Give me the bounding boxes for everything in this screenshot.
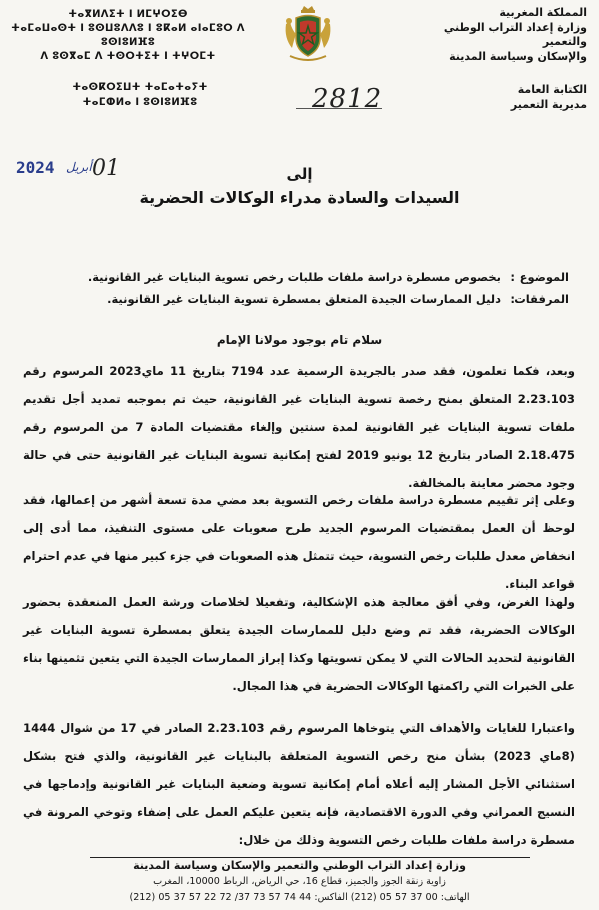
date-stamp-year: 2024 bbox=[16, 158, 55, 177]
ministry-line-2: والإسكان وسياسة المدينة bbox=[449, 49, 587, 63]
reference-number: 2812 bbox=[312, 84, 383, 114]
reference-underline bbox=[296, 108, 382, 109]
ministry-header-tifinagh bbox=[8, 8, 248, 64]
date-stamp-month: أبريل bbox=[66, 160, 92, 174]
tifinagh-sub-2: ⵜⴰⵎⵀⵍⴰ ⵏ ⵓⵙⵏⵓⵍⴼⵓ bbox=[82, 97, 198, 108]
addressee: السيدات والسادة مدراء الوكالات الحضرية bbox=[139, 188, 460, 207]
tifinagh-sub-1: ⵜⴰⵙⴽⵔⵉⵡⵜ ⵜⴰⵎⴰⵜⴰⵢⵜ bbox=[72, 82, 208, 93]
attachments-text: دليل الممارسات الجيدة المتعلق بمسطرة تسوية البنايات غير القانونية. bbox=[107, 292, 501, 306]
footer-address: زاوية زنقة الجوز والجميز، قطاع 16، حي الرياض، الرباط 10000، المغرب bbox=[153, 876, 446, 887]
attachments-line bbox=[24, 292, 569, 306]
footer-phones: الهاتف: 00 37 57 05 (212) الفاكس: 44 74 57 73 37/ 72 22 57 37 05 (212) bbox=[129, 892, 470, 903]
subject-label: الموضوع bbox=[519, 270, 569, 284]
ministry-header-arabic bbox=[402, 6, 587, 112]
tifinagh-line-1: ⵜⴰⴳⵍⴷⵉⵜ ⵏ ⵍⵎⵖⵔⵉⴱ bbox=[68, 9, 188, 20]
footer-divider bbox=[90, 857, 530, 858]
tifinagh-line-3: ⴷ ⵓⵙⴳⴰⵎ ⴷ ⵜⵙⵔⵜⵉⵜ ⵏ ⵜⵖⵔⵎⵜ bbox=[40, 51, 216, 62]
greeting: سلام تام بوجود مولانا الإمام bbox=[216, 333, 383, 347]
subject-line bbox=[24, 270, 569, 284]
to-label: إلى bbox=[286, 165, 313, 183]
date-handwritten-day: 01 bbox=[92, 156, 120, 181]
paragraph-2: وعلى إثر تقييم مسطرة دراسة ملفات رخص التسوية بعد مضي مدة تسعة أشهر من إعمالها، فقد لوحظ أن العمل بمقتضيات المرسوم الجديد طرح صعوبات على مستوى التنفيذ، مما أدى إلى انخفاض معدل طلبات رخص التسوية، حيث تتمثل هذه الصعوبات في جزء كبير منها في عدم احترام قواعد البناء. bbox=[23, 493, 575, 591]
footer-ministry: وزارة إعداد التراب الوطني والتعمير والإسكان وسياسة المدينة bbox=[133, 859, 466, 872]
kingdom-line: المملكة المغربية bbox=[499, 6, 587, 19]
paragraph-4: واعتبارا للغايات والأهداف التي يتوخاها المرسوم رقم 2.23.103 الصادر في 17 من شوال 1444 (8ماي 2023) بشأن منح رخص التسوية المتعلقة بالبنايات غير القانونية، والذي فتح بشكل استثنائي الأجل المشار إليه أعلاه أمام إمكانية تسوية وضعية البنايات غير القانونية وإدماجها في النسيج العمراني وفي الدورة الاقتصادية، فإنه يتعين عليكم العمل على إضفاء وتوخي المرونة في مسطرة دراسة ملفات طلبات رخص التسوية وذلك من خلال: bbox=[23, 721, 575, 847]
secretariat-header-tifinagh bbox=[60, 80, 220, 110]
paragraph-1: وبعد، فكما تعلمون، فقد صدر بالجريدة الرسمية عدد 7194 بتاريخ 11 ماي2023 المرسوم رقم 2.23.103 المتعلق بمنح رخصة تسوية البنايات غير القانونية، حيث تم بموجبه تمديد أجل تقديم ملفات تسوية البنايات غير القانونية لمدة سنتين وإلغاء مقتضيات المادة 7 من المرسوم رقم 2.18.475 الصادر بتاريخ 12 يونيو 2019 لفتح إمكانية تسوية البنايات غير القانونية حتى في حالة وجود محضر معاينة بالمخالفة. bbox=[23, 364, 576, 490]
attachments-colon: : bbox=[510, 292, 515, 306]
attachments-label: المرفقات bbox=[514, 292, 569, 306]
subject-text: بخصوص مسطرة دراسة ملفات طلبات رخص تسوية البنايات غير القانونية. bbox=[87, 270, 501, 284]
subject-colon: : bbox=[510, 270, 515, 284]
urbanism-directorate: مديرية التعمير bbox=[510, 98, 587, 111]
ministry-line-1: وزارة إعداد التراب الوطني والتعمير bbox=[443, 20, 587, 48]
tifinagh-line-2: ⵜⴰⵎⴰⵡⴰⵙⵜ ⵏ ⵓⵙⵡⵓⴷⴷⵓ ⵏ ⵓⴽⴰⵍ ⴰⵏⴰⵎⵓⵔ ⴷ ⵓⵙⵏⵓⵍⴼⵓ bbox=[11, 23, 245, 48]
coat-of-arms-emblem bbox=[282, 4, 334, 66]
general-secretariat: الكتابة العامة bbox=[517, 83, 587, 96]
paragraph-3: ولهذا الغرض، وفي أفق معالجة هذه الإشكالية، وتفعيلا لخلاصات ورشة العمل المنعقدة بحضور الوكالات الحضرية، فقد تم وضع دليل للممارسات الجيدة يتعلق بمسطرة تسوية البنايات غير القانونية لتحديد الحالات التي لا يمكن تسويتها وكذا إبراز الممارسات الجيدة التي يتعين تثمينها بناء على الخبرات التي راكمتها الوكالات الحضرية في هذا المجال. bbox=[23, 595, 575, 693]
